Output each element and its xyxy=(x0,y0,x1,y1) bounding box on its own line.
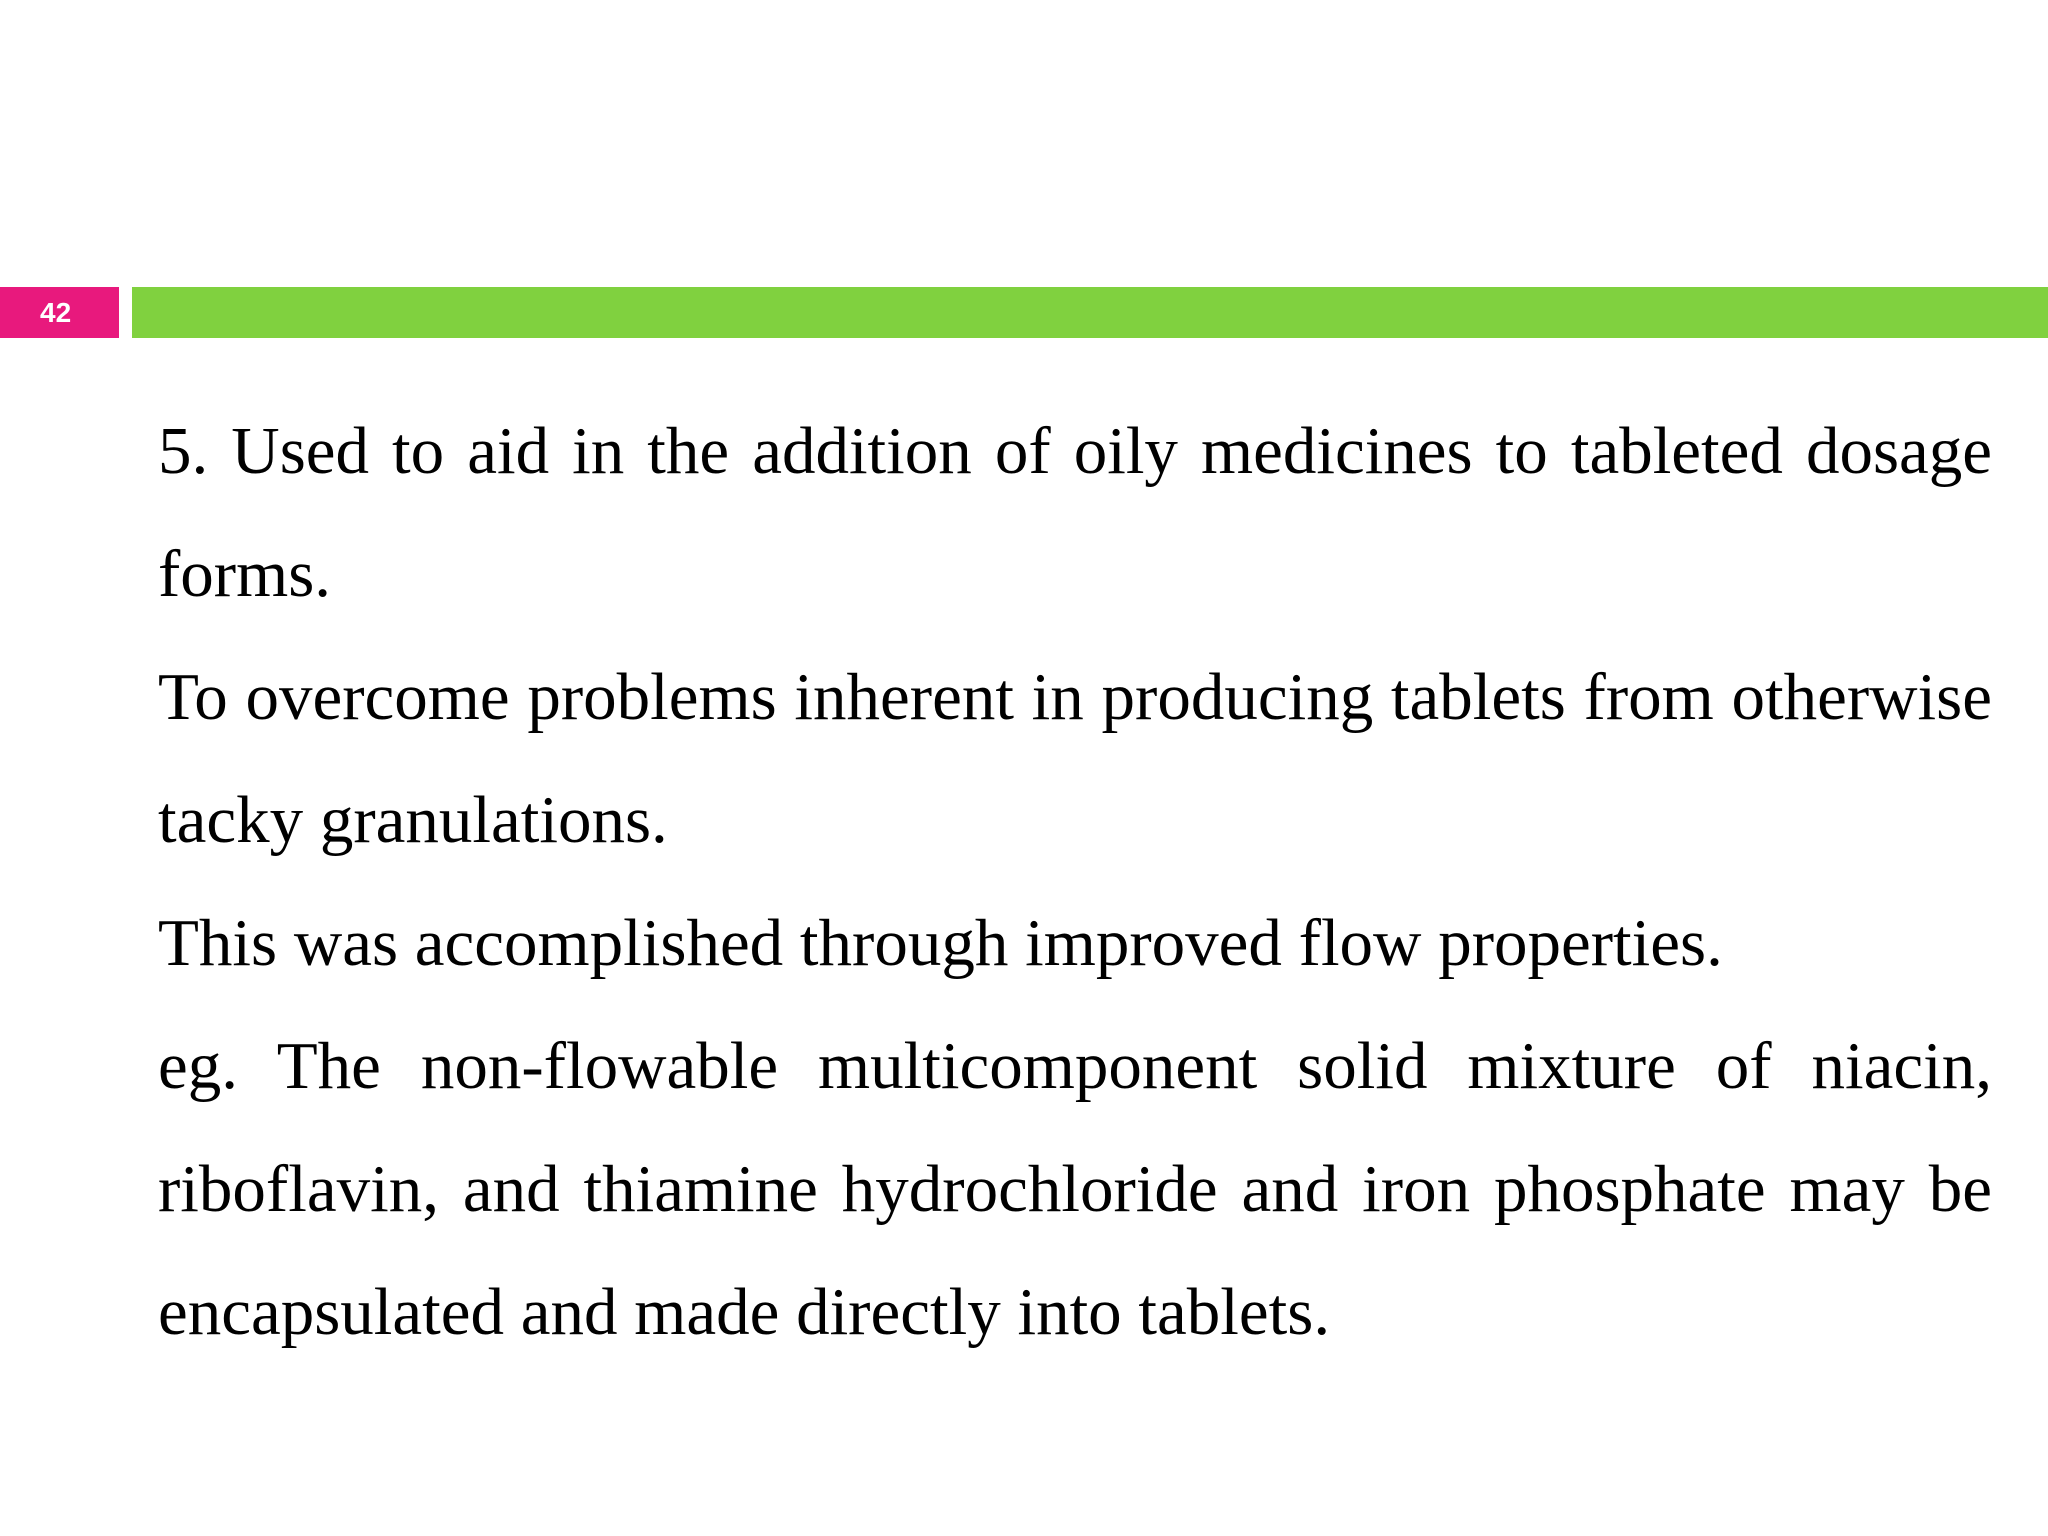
slide-number: 42 xyxy=(0,287,119,338)
paragraph-tacky-granulations: To overcome problems inherent in producing tablets from otherwise tacky granulations. xyxy=(158,660,1992,857)
header-bar xyxy=(132,287,2048,338)
paragraph-flow-properties: This was accomplished through improved flow properties. xyxy=(158,906,1723,980)
paragraph-example: eg. The non-flowable multicomponent solid mixture of niacin, riboflavin, and thiamine hydrochloride and iron phosphate may be encapsulated and made directly into tablets. xyxy=(158,1029,1992,1349)
paragraph-oily-medicines: 5. Used to aid in the addition of oily medicines to tableted dosage forms. xyxy=(158,414,1992,611)
slide-body xyxy=(158,390,1992,1374)
